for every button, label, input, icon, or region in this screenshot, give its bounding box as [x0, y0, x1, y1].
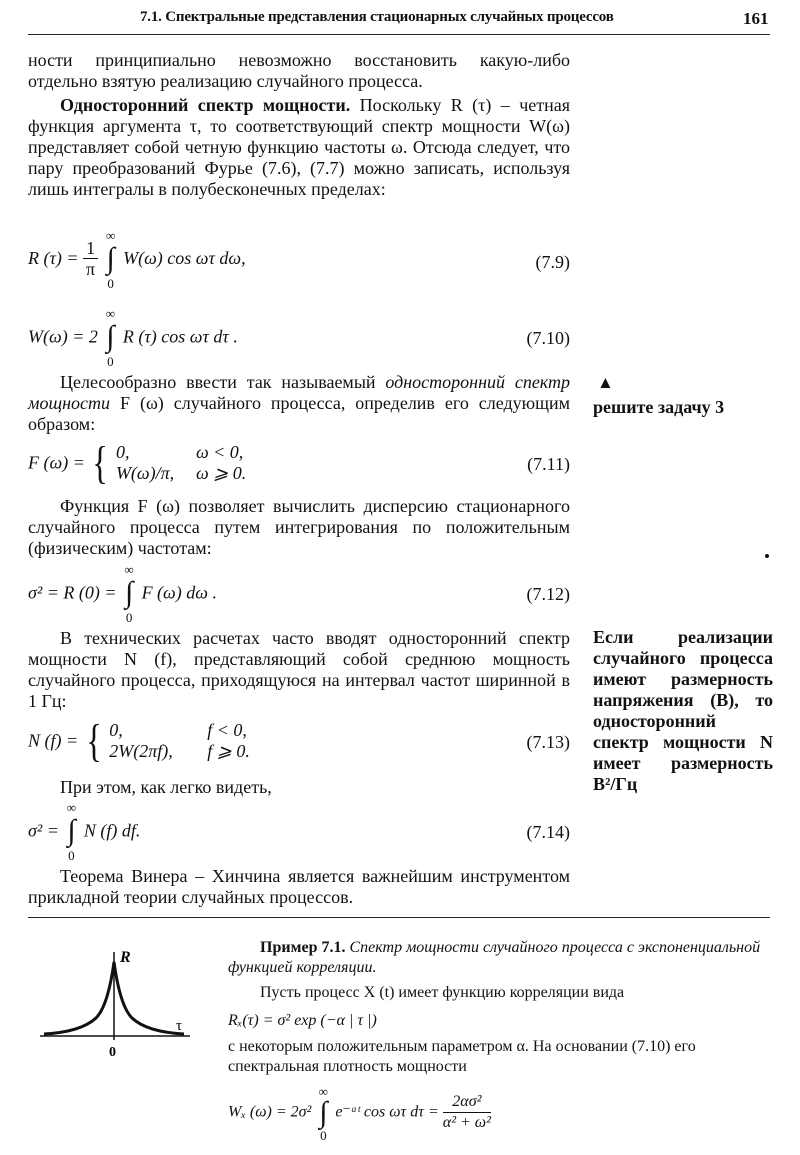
cases: 0, f < 0, 2W(2πf), f ⩾ 0.: [109, 720, 250, 761]
paragraph-1: ности принципиально невозможно восстановить какую-либо отдельно взятую реализацию случайного процесса.: [28, 50, 570, 91]
margin-task-link[interactable]: решите задачу 3: [593, 397, 725, 417]
eq-lhs: σ² =: [28, 820, 59, 841]
header-divider: [28, 34, 770, 35]
equation-7-12: [28, 562, 570, 625]
fraction: $\frac{1}{\pi}$: [83, 238, 98, 279]
eq-lhs: σ² = R (0) =: [28, 582, 117, 603]
dot-mark: [765, 554, 769, 558]
example-line-2: с некоторым положительным параметром α. На основании (7.10) его спектральная плотность мощности: [228, 1038, 696, 1075]
example-formula-1: Rₓ(τ) = σ² exp (−α | τ |): [228, 1012, 377, 1029]
eq-lhs: R (τ) =: [28, 248, 79, 268]
eq-lhs: F (ω) =: [28, 452, 85, 473]
example-formula-2: Wₓ (ω) = 2σ² ∞ ∫ 0 e⁻ᵃᵗ cos ωτ dτ = $\frac{\text{2ασ²}}{\text{α² + ω²}}$: [228, 1083, 491, 1143]
term-italic: односторонний спектр мощности: [28, 372, 570, 413]
equation-number: (7.10): [526, 328, 570, 348]
origin-label: 0: [109, 1045, 116, 1060]
integral-sign: ∞ ∫ 0: [105, 306, 115, 369]
eq-rhs: N (f) df.: [83, 820, 141, 841]
integral-sign: ∞ ∫ 0: [66, 800, 77, 863]
integral-sign: ∞ ∫ 0: [105, 227, 116, 291]
paragraph-2: [28, 95, 570, 200]
eq-rhs: R (τ) cos ωτ dτ .: [122, 326, 238, 347]
eq-rhs: W(ω) cos ωτ dω,: [123, 248, 246, 268]
correlation-figure: [36, 948, 196, 1068]
paragraph-3: Целесообразно ввести так называемый односторонний спектр мощности F (ω) случайного процесса, определив его следующим образом:: [28, 372, 570, 434]
section-divider: [28, 917, 770, 918]
equation-7-13: N (f) = { 0, f < 0, 2W(2πf), f ⩾ 0. (7.13): [28, 715, 570, 766]
paragraph-5: В технических расчетах часто вводят односторонний спектр мощности N (f), представляющий собой среднюю мощность случайного процесса, приходящуюся на интервал частот ширинной в 1 Гц:: [28, 628, 570, 711]
cases: 0, ω < 0, W(ω)/π, ω ⩾ 0.: [115, 442, 247, 483]
paragraph-6: При этом, как легко видеть,: [60, 777, 272, 797]
integral-sign: ∞ ∫ 0: [124, 562, 134, 625]
example-label: Пример 7.1.: [260, 939, 346, 956]
page-number: 161: [743, 9, 769, 28]
example-line-1: Пусть процесс X (t) имеет функцию корреляции вида: [260, 984, 625, 1001]
fraction: $\frac{\text{2ασ²}}{\text{α² + ω²}}$: [442, 1093, 491, 1131]
equation-7-10: [28, 306, 570, 369]
equation-number: (7.13): [526, 732, 570, 752]
integral-sign: ∞ ∫ 0: [318, 1083, 328, 1143]
section-heading: Односторонний спектр мощности.: [60, 95, 351, 115]
equation-number: (7.9): [535, 252, 570, 272]
eq-lhs: N (f) =: [28, 730, 79, 751]
margin-note: Если реализации случайного процесса имеют размерность напряжения (В), то односторонний спектр мощности N имеет размерность В²/Гц: [593, 627, 773, 794]
equation-7-9: [28, 227, 570, 294]
paragraph-7: Теорема Винера – Хинчина является важнейшим инструментом прикладной теории случайных процессов.: [28, 866, 570, 907]
axis-label-tau: τ: [176, 1018, 183, 1034]
example-title: [228, 938, 774, 978]
axis-label-R: R: [120, 949, 131, 966]
equation-7-14: [28, 800, 570, 863]
equation-number: (7.11): [527, 454, 570, 474]
equation-number: (7.12): [526, 584, 570, 604]
equation-number: (7.14): [526, 822, 570, 842]
triangle-icon: ▲: [597, 373, 614, 392]
eq-rhs: F (ω) dω .: [141, 582, 217, 603]
eq-lhs: W(ω) = 2: [28, 326, 98, 347]
running-header: 7.1. Спектральные представления стационарных случайных процессов: [140, 9, 614, 25]
paragraph-4: Функция F (ω) позволяет вычислить дисперсию стационарного случайного процесса путем интегрирования по положительным (физическим) частотам:: [28, 496, 570, 558]
equation-7-11: F (ω) = { 0, ω < 0, W(ω)/π, ω ⩾ 0. (7.11): [28, 437, 570, 488]
example-caption: Спектр мощности случайного процесса с экспоненциальной функцией корреляции.: [228, 939, 761, 976]
paragraph-2-text: Поскольку R (τ) – четная функция аргумента τ, то соответствующий спектр мощности W(ω) представляет собой четную функцию частоты ω. Отсюда следует, что пару преобразований Фурье (7.6), (7.7) можно записать, используя лишь интегралы в полубесконечных пределах:: [28, 95, 571, 199]
